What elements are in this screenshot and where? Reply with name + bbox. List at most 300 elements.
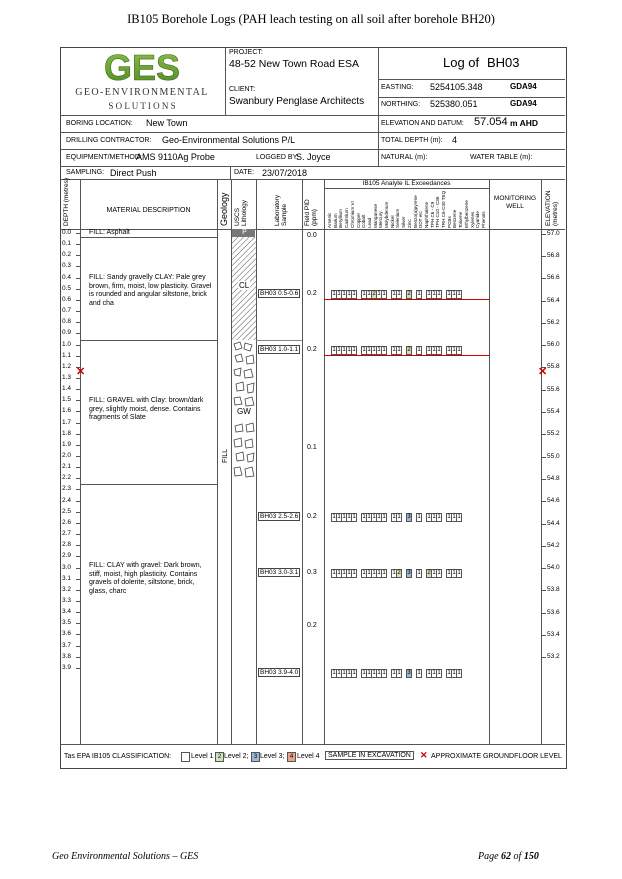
- legend-level2: Level 2;: [224, 753, 249, 760]
- depth-tick: 0.8: [62, 318, 72, 326]
- field-pid-value: 0.3: [307, 569, 317, 577]
- depth-tick-mark: [76, 389, 80, 390]
- exceedance-cell: 1: [437, 347, 441, 354]
- depth-tick: 1.0: [62, 340, 72, 348]
- elevation-tick-mark: [541, 412, 546, 413]
- depth-tick-mark: [76, 467, 80, 468]
- exceedance-cell: 1: [437, 291, 441, 298]
- depth-tick-mark: [76, 233, 80, 234]
- depth-tick: 0.0: [62, 229, 72, 236]
- exceedance-cell: 2: [407, 291, 411, 298]
- exceedance-cell: 1: [432, 291, 436, 298]
- material-asphalt: FILL: Asphalt: [89, 229, 130, 236]
- groundfloor-marker-left-icon: ✕: [76, 366, 86, 378]
- exceedance-cell: 1: [447, 347, 451, 354]
- field-pid-value: 0.2: [307, 622, 317, 630]
- analyte-name: Arsenic: [327, 212, 332, 228]
- depth-tick-mark: [76, 657, 80, 658]
- equipment: AMS 9110Ag Probe: [136, 152, 215, 162]
- elevation-tick: 55.8: [547, 363, 560, 371]
- exceedance-cell: 1: [432, 670, 436, 677]
- depth-tick: 0.2: [62, 251, 72, 259]
- depth-tick-mark: [76, 501, 80, 502]
- lab-sample-col-header: Laboratory Sample: [274, 194, 288, 226]
- legend-level1-swatch: [181, 752, 190, 762]
- elevation-tick: 56.2: [547, 318, 560, 326]
- exceedance-cell: 1: [437, 514, 441, 521]
- legend-level3: Level 3;: [260, 753, 285, 760]
- depth-tick: 0.9: [62, 329, 72, 337]
- depth-tick-mark: [76, 289, 80, 290]
- depth-tick-mark: [76, 333, 80, 334]
- depth-tick: 1.8: [62, 429, 72, 437]
- exceedance-cell: 1: [367, 514, 371, 521]
- legend-level4: Level 4: [297, 753, 320, 760]
- lab-sample-id: BH03 3.0-3.1: [260, 569, 299, 577]
- depth-tick: 1.1: [62, 351, 72, 359]
- depth-tick-mark: [76, 612, 80, 613]
- analyte-name: Silver: [401, 216, 407, 228]
- exceedance-cell: 1: [337, 670, 341, 677]
- exceedance-cell: 1: [397, 670, 401, 677]
- log-of-label: Log of: [443, 55, 480, 70]
- exceedance-cell: 1: [347, 291, 351, 298]
- elevation-tick-mark: [541, 256, 546, 257]
- exceedance-cell: 1: [382, 291, 386, 298]
- depth-tick-mark: [76, 512, 80, 513]
- exceedance-cell: 1: [417, 570, 421, 577]
- analyte-name: TPH C10 - C36: [435, 196, 441, 228]
- field-pid-value: 0.2: [307, 346, 317, 354]
- exceedance-line: [324, 299, 489, 300]
- exceedance-cell: 1: [352, 514, 356, 521]
- log-id: BH03: [487, 55, 520, 70]
- depth-tick: 3.2: [62, 585, 72, 593]
- analyte-name: Cobalt: [361, 214, 367, 228]
- exceedance-cell: 1: [392, 670, 396, 677]
- depth-tick-mark: [76, 378, 80, 379]
- exceedance-cell: 2: [427, 570, 431, 577]
- analyte-name: Copper: [355, 212, 361, 228]
- exceedance-cell: 1: [432, 514, 436, 521]
- drilling-contractor-label: DRILLING CONTRACTOR:: [66, 137, 152, 144]
- analyte-name: DDT etc: [418, 211, 424, 228]
- analyte-name: Barium: [332, 213, 338, 228]
- footer-page-total: 150: [523, 851, 539, 862]
- elevation-tick: 53.2: [547, 653, 560, 661]
- depth-tick-mark: [76, 278, 80, 279]
- footer-company: Geo Environmental Solutions – GES: [52, 851, 199, 862]
- elevation-tick: 54.2: [547, 541, 560, 549]
- lab-sample-id: BH03 0.5-0.6: [260, 290, 299, 298]
- depth-tick-mark: [76, 634, 80, 635]
- exceedance-cell: 1: [347, 514, 351, 521]
- exceedance-line: [324, 355, 489, 356]
- elevation-tick: 53.4: [547, 631, 560, 638]
- uscs-cl: CL: [239, 281, 250, 290]
- depth-tick-mark: [76, 322, 80, 323]
- analyte-name: Naphthalene: [423, 201, 429, 228]
- analyte-name: TPH C6 - C9: [429, 201, 435, 228]
- exceedance-cell: 1: [372, 347, 376, 354]
- exceedance-cell: 3: [407, 570, 411, 577]
- exceedance-cell: 1: [437, 570, 441, 577]
- exceedance-cell: 1: [452, 570, 456, 577]
- depth-tick-mark: [76, 266, 80, 267]
- elevation-tick-mark: [541, 657, 546, 658]
- analyte-name: Benzo(a)pyrene: [412, 195, 418, 228]
- uscs-col-header: USCS Lithology: [234, 199, 248, 226]
- logo-brand: GES: [103, 49, 181, 88]
- water-table-label: WATER TABLE (m):: [470, 154, 533, 161]
- geology-col-header: Geology: [219, 192, 229, 226]
- depth-tick: 2.8: [62, 541, 72, 549]
- elevation-label: ELEVATION AND DATUM:: [381, 120, 464, 127]
- analyte-name: Mercury: [378, 211, 384, 228]
- boring-location: New Town: [146, 118, 188, 128]
- depth-tick-mark: [76, 568, 80, 569]
- exceedance-cell: 1: [377, 291, 381, 298]
- analyte-name: Cyanide: [475, 211, 481, 228]
- exceedance-cell: 1: [452, 670, 456, 677]
- logged-by: S. Joyce: [296, 152, 331, 162]
- exceedance-cell: 1: [332, 514, 336, 521]
- exceedance-cell: 1: [382, 347, 386, 354]
- easting-label: EASTING:: [381, 84, 414, 91]
- depth-tick-mark: [76, 445, 80, 446]
- depth-tick: 3.6: [62, 630, 72, 638]
- analyte-name: Manganese: [372, 203, 378, 228]
- exceedance-cell: 1: [362, 291, 366, 298]
- analyte-header: IB105 Analyte IL Exceedances: [362, 180, 451, 187]
- exceedance-cell: 1: [427, 347, 431, 354]
- exceedance-cell: 1: [347, 670, 351, 677]
- depth-tick: 2.6: [62, 518, 72, 526]
- field-pid-value: 0.0: [307, 232, 317, 239]
- elevation-tick: 56.4: [547, 296, 560, 304]
- exceedance-cell: 1: [397, 347, 401, 354]
- exceedance-cell: 1: [352, 670, 356, 677]
- footer-page-prefix: Page: [478, 851, 499, 862]
- exceedance-cell: 1: [377, 570, 381, 577]
- elevation-tick: 54.0: [547, 564, 560, 572]
- elevation-tick: 54.4: [547, 519, 560, 527]
- exceedance-cell: 1: [342, 291, 346, 298]
- elevation-tick-mark: [541, 345, 546, 346]
- exceedance-cell: 1: [367, 291, 371, 298]
- sampling: Direct Push: [110, 168, 157, 178]
- logo-line2: S O L U T I O N S: [108, 101, 176, 111]
- elevation-tick-mark: [541, 479, 546, 480]
- depth-tick-mark: [76, 411, 80, 412]
- exceedance-cell: 1: [377, 514, 381, 521]
- total-depth-label: TOTAL DEPTH (m):: [381, 137, 443, 144]
- exceedance-cell: 1: [457, 570, 461, 577]
- exceedance-cell: 1: [342, 347, 346, 354]
- depth-tick: 0.4: [62, 273, 72, 281]
- legend-level2-swatch: 2: [215, 752, 224, 762]
- depth-tick: 2.4: [62, 496, 72, 504]
- elevation-tick: 55.2: [547, 430, 560, 438]
- analyte-name: Selenium: [395, 208, 401, 228]
- depth-tick-mark: [76, 601, 80, 602]
- exceedance-cell: 1: [362, 347, 366, 354]
- analyte-name: PCBs: [446, 216, 452, 228]
- elevation-tick: 53.6: [547, 608, 560, 616]
- elevation-tick: 56.0: [547, 341, 560, 349]
- analyte-name: Benzene: [452, 209, 458, 228]
- elevation-tick-mark: [541, 568, 546, 569]
- northing-label: NORTHING:: [381, 101, 421, 108]
- elevation-value: 57.054: [474, 116, 508, 128]
- analyte-name: Phenols: [480, 211, 486, 228]
- depth-tick: 3.0: [62, 563, 72, 571]
- exceedance-cell: 1: [417, 347, 421, 354]
- logo-line1: GEO-ENVIRONMENTAL: [75, 87, 209, 98]
- elevation-tick-mark: [541, 501, 546, 502]
- depth-tick-mark: [76, 434, 80, 435]
- exceedance-cell: 2: [372, 291, 376, 298]
- depth-tick-mark: [76, 345, 80, 346]
- analyte-name: Molybdenum: [384, 201, 389, 228]
- exceedance-cell: 1: [382, 570, 386, 577]
- legend-level4-swatch: 4: [287, 752, 296, 762]
- depth-tick: 0.6: [62, 295, 72, 303]
- exceedance-cell: 1: [392, 347, 396, 354]
- exceedance-cell: 1: [457, 514, 461, 521]
- exceedance-cell: 1: [352, 570, 356, 577]
- client-label: CLIENT:: [229, 86, 256, 93]
- logo-mark-icon: [62, 49, 222, 89]
- exceedance-cell: 1: [447, 291, 451, 298]
- depth-tick: 1.2: [62, 362, 72, 370]
- analyte-name: TRH C6-C40 TEQ: [441, 190, 446, 228]
- depth-tick: 2.5: [62, 507, 72, 515]
- footer-page-num: 62: [501, 851, 512, 862]
- depth-tick-mark: [76, 244, 80, 245]
- exceedance-cell: 1: [392, 514, 396, 521]
- exceedance-cell: 1: [367, 670, 371, 677]
- depth-col-header: DEPTH (metres): [63, 177, 70, 226]
- depth-tick: 2.2: [62, 474, 72, 482]
- depth-tick: 2.3: [62, 485, 72, 493]
- material-col-header: MATERIAL DESCRIPTION: [106, 207, 191, 214]
- material-clay-gravel: FILL: CLAY with gravel: Dark brown, stiff, moist, high plasticity. Contains gravels of dolerite, siltstone, brick, glass, charc: [89, 562, 202, 595]
- depth-tick-mark: [76, 456, 80, 457]
- legend-classification: Tas EPA IB105 CLASSIFICATION:: [64, 753, 172, 760]
- footer-page-of: of: [513, 851, 522, 862]
- depth-tick-mark: [76, 556, 80, 557]
- depth-tick: 2.1: [62, 463, 72, 471]
- exceedance-cell: 1: [397, 514, 401, 521]
- depth-tick-mark: [76, 423, 80, 424]
- exceedance-cell: 1: [427, 291, 431, 298]
- elevation-tick-mark: [541, 278, 546, 279]
- depth-tick-mark: [76, 668, 80, 669]
- analyte-name: Cadmium: [344, 208, 350, 228]
- exceedance-cell: 1: [427, 670, 431, 677]
- monitoring-well-col-header: MONITORING WELL: [493, 195, 537, 210]
- exceedance-cell: 1: [417, 670, 421, 677]
- analyte-name: Zinc: [406, 219, 412, 228]
- exceedance-cell: 1: [367, 347, 371, 354]
- depth-tick-mark: [76, 623, 80, 624]
- exceedance-cell: 1: [342, 514, 346, 521]
- sampling-label: SAMPLING:: [66, 169, 105, 176]
- depth-tick-mark: [76, 311, 80, 312]
- exceedance-cell: 1: [337, 570, 341, 577]
- depth-tick: 0.3: [62, 262, 72, 270]
- depth-tick: 0.5: [62, 284, 72, 292]
- depth-tick: 3.5: [62, 619, 72, 627]
- legend-level1: Level 1: [191, 753, 214, 760]
- northing-value: 525380.051: [430, 99, 478, 109]
- depth-tick: 0.7: [62, 307, 72, 315]
- elevation-tick-mark: [541, 434, 546, 435]
- exceedance-cell: 1: [372, 514, 376, 521]
- field-pid-value: 0.2: [307, 513, 317, 521]
- elevation-tick-mark: [541, 590, 546, 591]
- ges-logo: [62, 49, 222, 115]
- exceedance-cell: 1: [432, 347, 436, 354]
- exceedance-cell: 1: [367, 570, 371, 577]
- elevation-tick-mark: [541, 390, 546, 391]
- exceedance-cell: 1: [337, 291, 341, 298]
- depth-tick-mark: [76, 489, 80, 490]
- northing-datum: GDA94: [510, 99, 537, 108]
- exceedance-cell: 1: [437, 670, 441, 677]
- exceedance-cell: 1: [452, 514, 456, 521]
- exceedance-cell: 1: [452, 347, 456, 354]
- exceedance-cell: 1: [342, 670, 346, 677]
- exceedance-cell: 1: [332, 570, 336, 577]
- depth-tick: 3.7: [62, 641, 72, 649]
- depth-tick: 3.9: [62, 663, 72, 671]
- elevation-tick: 54.8: [547, 474, 560, 482]
- exceedance-cell: 1: [457, 291, 461, 298]
- geology-fill: FILL: [222, 448, 229, 463]
- exceedance-cell: 3: [407, 670, 411, 677]
- elevation-col-header: ELEVATION (metres): [545, 190, 559, 226]
- exceedance-cell: 1: [457, 347, 461, 354]
- exceedance-cell: 1: [382, 514, 386, 521]
- depth-tick-mark: [76, 646, 80, 647]
- legend-groundfloor: APPROXIMATE GROUNDFLOOR LEVEL: [431, 753, 562, 760]
- exceedance-cell: 1: [377, 347, 381, 354]
- elevation-tick: 56.6: [547, 274, 560, 282]
- depth-tick-mark: [76, 590, 80, 591]
- exceedance-cell: 1: [457, 670, 461, 677]
- depth-tick: 2.0: [62, 452, 72, 459]
- drilling-contractor: Geo-Environmental Solutions P/L: [162, 135, 296, 145]
- depth-tick: 3.3: [62, 596, 72, 604]
- depth-tick-mark: [76, 523, 80, 524]
- depth-tick-mark: [76, 255, 80, 256]
- exceedance-cell: 1: [337, 514, 341, 521]
- elevation-tick-mark: [541, 635, 546, 636]
- field-pid-col-header: Field PID (ppm): [304, 199, 318, 226]
- exceedance-cell: 1: [392, 291, 396, 298]
- elevation-unit: m AHD: [510, 118, 539, 128]
- exceedance-cell: 1: [332, 670, 336, 677]
- elevation-tick: 56.8: [547, 251, 560, 259]
- lab-sample-id: BH03 1.0-1.1: [260, 346, 299, 354]
- depth-tick: 3.8: [62, 652, 72, 660]
- elevation-tick-mark: [541, 234, 546, 235]
- footer-page: [478, 851, 539, 862]
- elevation-tick: 53.8: [547, 586, 560, 594]
- exceedance-cell: 2: [397, 570, 401, 577]
- lab-sample-id: BH03 3.9-4.0: [260, 669, 299, 677]
- exceedance-cell: 1: [342, 570, 346, 577]
- depth-tick: 1.4: [62, 385, 72, 393]
- groundfloor-marker-right-icon: ✕: [538, 366, 548, 378]
- exceedance-cell: 3: [407, 514, 411, 521]
- analyte-name: Ethylbenzene: [463, 200, 469, 228]
- exceedance-cell: 1: [432, 570, 436, 577]
- depth-tick: 1.5: [62, 396, 72, 404]
- legend-sample-excavation: SAMPLE IN EXCAVATION: [325, 751, 414, 760]
- exceedance-cell: 1: [427, 514, 431, 521]
- elevation-tick-mark: [541, 323, 546, 324]
- analyte-name: Chromium VI: [349, 201, 355, 228]
- exceedance-cell: 1: [417, 514, 421, 521]
- elevation-tick-mark: [541, 524, 546, 525]
- elevation-tick-mark: [541, 457, 546, 458]
- easting-datum: GDA94: [510, 82, 537, 91]
- exceedance-cell: 1: [362, 514, 366, 521]
- exceedance-cell: 1: [347, 570, 351, 577]
- lab-sample-id: BH03 2.5-2.6: [260, 513, 299, 521]
- material-gravel: FILL: GRAVEL with Clay: brown/dark grey, slightly moist, dense. Contains fragments of Slate: [89, 397, 204, 422]
- logged-by-label: LOGGED BY:: [256, 154, 299, 161]
- elevation-tick: 57.0: [547, 229, 560, 237]
- exceedance-cell: 1: [352, 347, 356, 354]
- total-depth: 4: [452, 135, 458, 145]
- elevation-tick-mark: [541, 546, 546, 547]
- depth-tick-mark: [76, 534, 80, 535]
- analyte-name: Beryllium: [338, 209, 344, 228]
- depth-tick-mark: [76, 356, 80, 357]
- analyte-name: Xylenes: [469, 211, 475, 228]
- exceedance-cell: 1: [372, 670, 376, 677]
- elevation-tick: 55.4: [547, 408, 560, 415]
- elevation-tick: 54.6: [547, 497, 560, 505]
- exceedance-cell: 1: [392, 570, 396, 577]
- exceedance-cell: 1: [337, 347, 341, 354]
- exceedance-cell: 1: [362, 670, 366, 677]
- elevation-tick-mark: [541, 301, 546, 302]
- elevation-tick-mark: [541, 613, 546, 614]
- easting-value: 5254105.348: [430, 82, 483, 92]
- analyte-name: Toluene: [458, 211, 464, 228]
- project-name: 48-52 New Town Road ESA: [229, 58, 359, 70]
- depth-tick: 3.4: [62, 608, 72, 616]
- exceedance-cell: 1: [372, 570, 376, 577]
- elevation-tick: 55.0: [547, 452, 560, 460]
- date-label: DATE:: [234, 169, 255, 176]
- exceedance-cell: 1: [452, 291, 456, 298]
- exceedance-cell: 1: [347, 347, 351, 354]
- depth-tick: 1.9: [62, 440, 72, 448]
- depth-tick: 2.7: [62, 530, 72, 538]
- exceedance-cell: 1: [382, 670, 386, 677]
- exceedance-cell: 1: [397, 291, 401, 298]
- depth-tick: 1.6: [62, 407, 72, 415]
- depth-tick-mark: [76, 579, 80, 580]
- exceedance-cell: 1: [352, 291, 356, 298]
- exceedance-cell: 1: [362, 570, 366, 577]
